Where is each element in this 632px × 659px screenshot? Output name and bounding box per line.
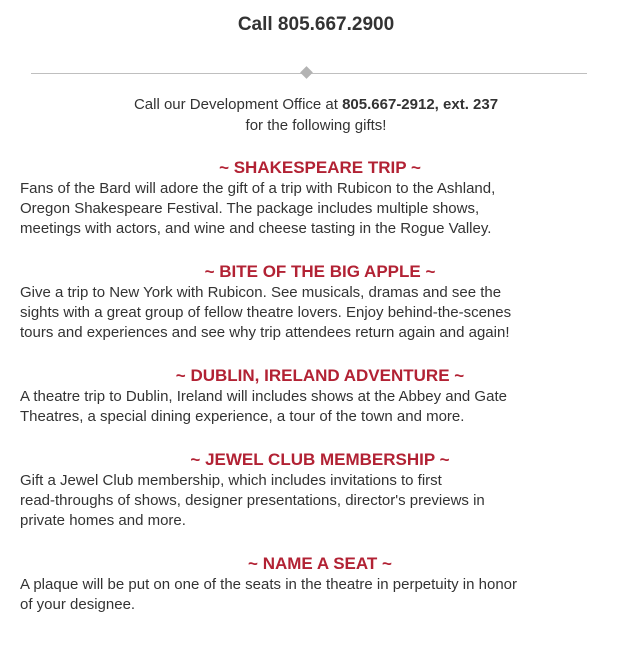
gift-title: ~ NAME A SEAT ~ bbox=[248, 554, 392, 573]
gift-desc-line: A plaque will be put on one of the seats in the theatre in perpetuity in honor bbox=[20, 576, 518, 593]
gift-desc-line: A theatre trip to Dublin, Ireland will includes shows at the Abbey and Gate bbox=[20, 388, 507, 405]
gift-title: ~ DUBLIN, IRELAND ADVENTURE ~ bbox=[175, 366, 465, 385]
gift-desc-line: read-throughs of shows, designer presentations, director's previews in bbox=[20, 492, 485, 509]
gift-list bbox=[20, 156, 620, 636]
gift-item-bite-of-the-big-apple bbox=[20, 260, 620, 343]
gift-desc-line: Gift a Jewel Club membership, which includes invitations to first bbox=[20, 472, 442, 489]
intro-line-1 bbox=[0, 94, 632, 115]
intro-line-2: for the following gifts! bbox=[245, 117, 387, 134]
gift-title: ~ SHAKESPEARE TRIP ~ bbox=[219, 158, 421, 177]
intro-text bbox=[0, 94, 632, 136]
gift-item-name-a-seat bbox=[20, 552, 620, 615]
gift-desc-line: Give a trip to New York with Rubicon. See musicals, dramas and see the bbox=[20, 284, 502, 301]
gift-item-shakespeare-trip bbox=[20, 156, 620, 239]
gift-item-jewel-club-membership bbox=[20, 448, 620, 531]
gift-item-dublin-ireland-adventure bbox=[20, 364, 620, 427]
gift-desc-line: of your designee. bbox=[20, 596, 136, 613]
gift-desc-line: Oregon Shakespeare Festival. The package includes multiple shows, bbox=[20, 200, 480, 217]
gift-desc-line: sights with a great group of fellow theatre lovers. Enjoy behind-the-scenes bbox=[20, 304, 512, 321]
call-phone-heading: Call 805.667.2900 bbox=[237, 14, 395, 35]
gift-desc-line: meetings with actors, and wine and cheese tasting in the Rogue Valley. bbox=[20, 220, 492, 237]
gift-desc-line: private homes and more. bbox=[20, 512, 186, 529]
gift-title: ~ BITE OF THE BIG APPLE ~ bbox=[204, 262, 436, 281]
gift-description bbox=[20, 387, 620, 427]
gift-title: ~ JEWEL CLUB MEMBERSHIP ~ bbox=[190, 450, 450, 469]
development-phone: 805.667-2912, ext. 237 bbox=[342, 96, 499, 113]
gift-description bbox=[20, 179, 620, 239]
gift-description bbox=[20, 283, 620, 343]
gift-desc-line: tours and experiences and see why trip attendees return again and again! bbox=[20, 324, 510, 341]
gift-desc-line: Fans of the Bard will adore the gift of a trip with Rubicon to the Ashland, bbox=[20, 180, 496, 197]
diamond-icon bbox=[300, 66, 313, 79]
gift-description bbox=[20, 575, 620, 615]
gift-desc-line: Theatres, a special dining experience, a tour of the town and more. bbox=[20, 408, 465, 425]
gift-description bbox=[20, 471, 620, 531]
intro-prefix: Call our Development Office at bbox=[133, 96, 343, 113]
